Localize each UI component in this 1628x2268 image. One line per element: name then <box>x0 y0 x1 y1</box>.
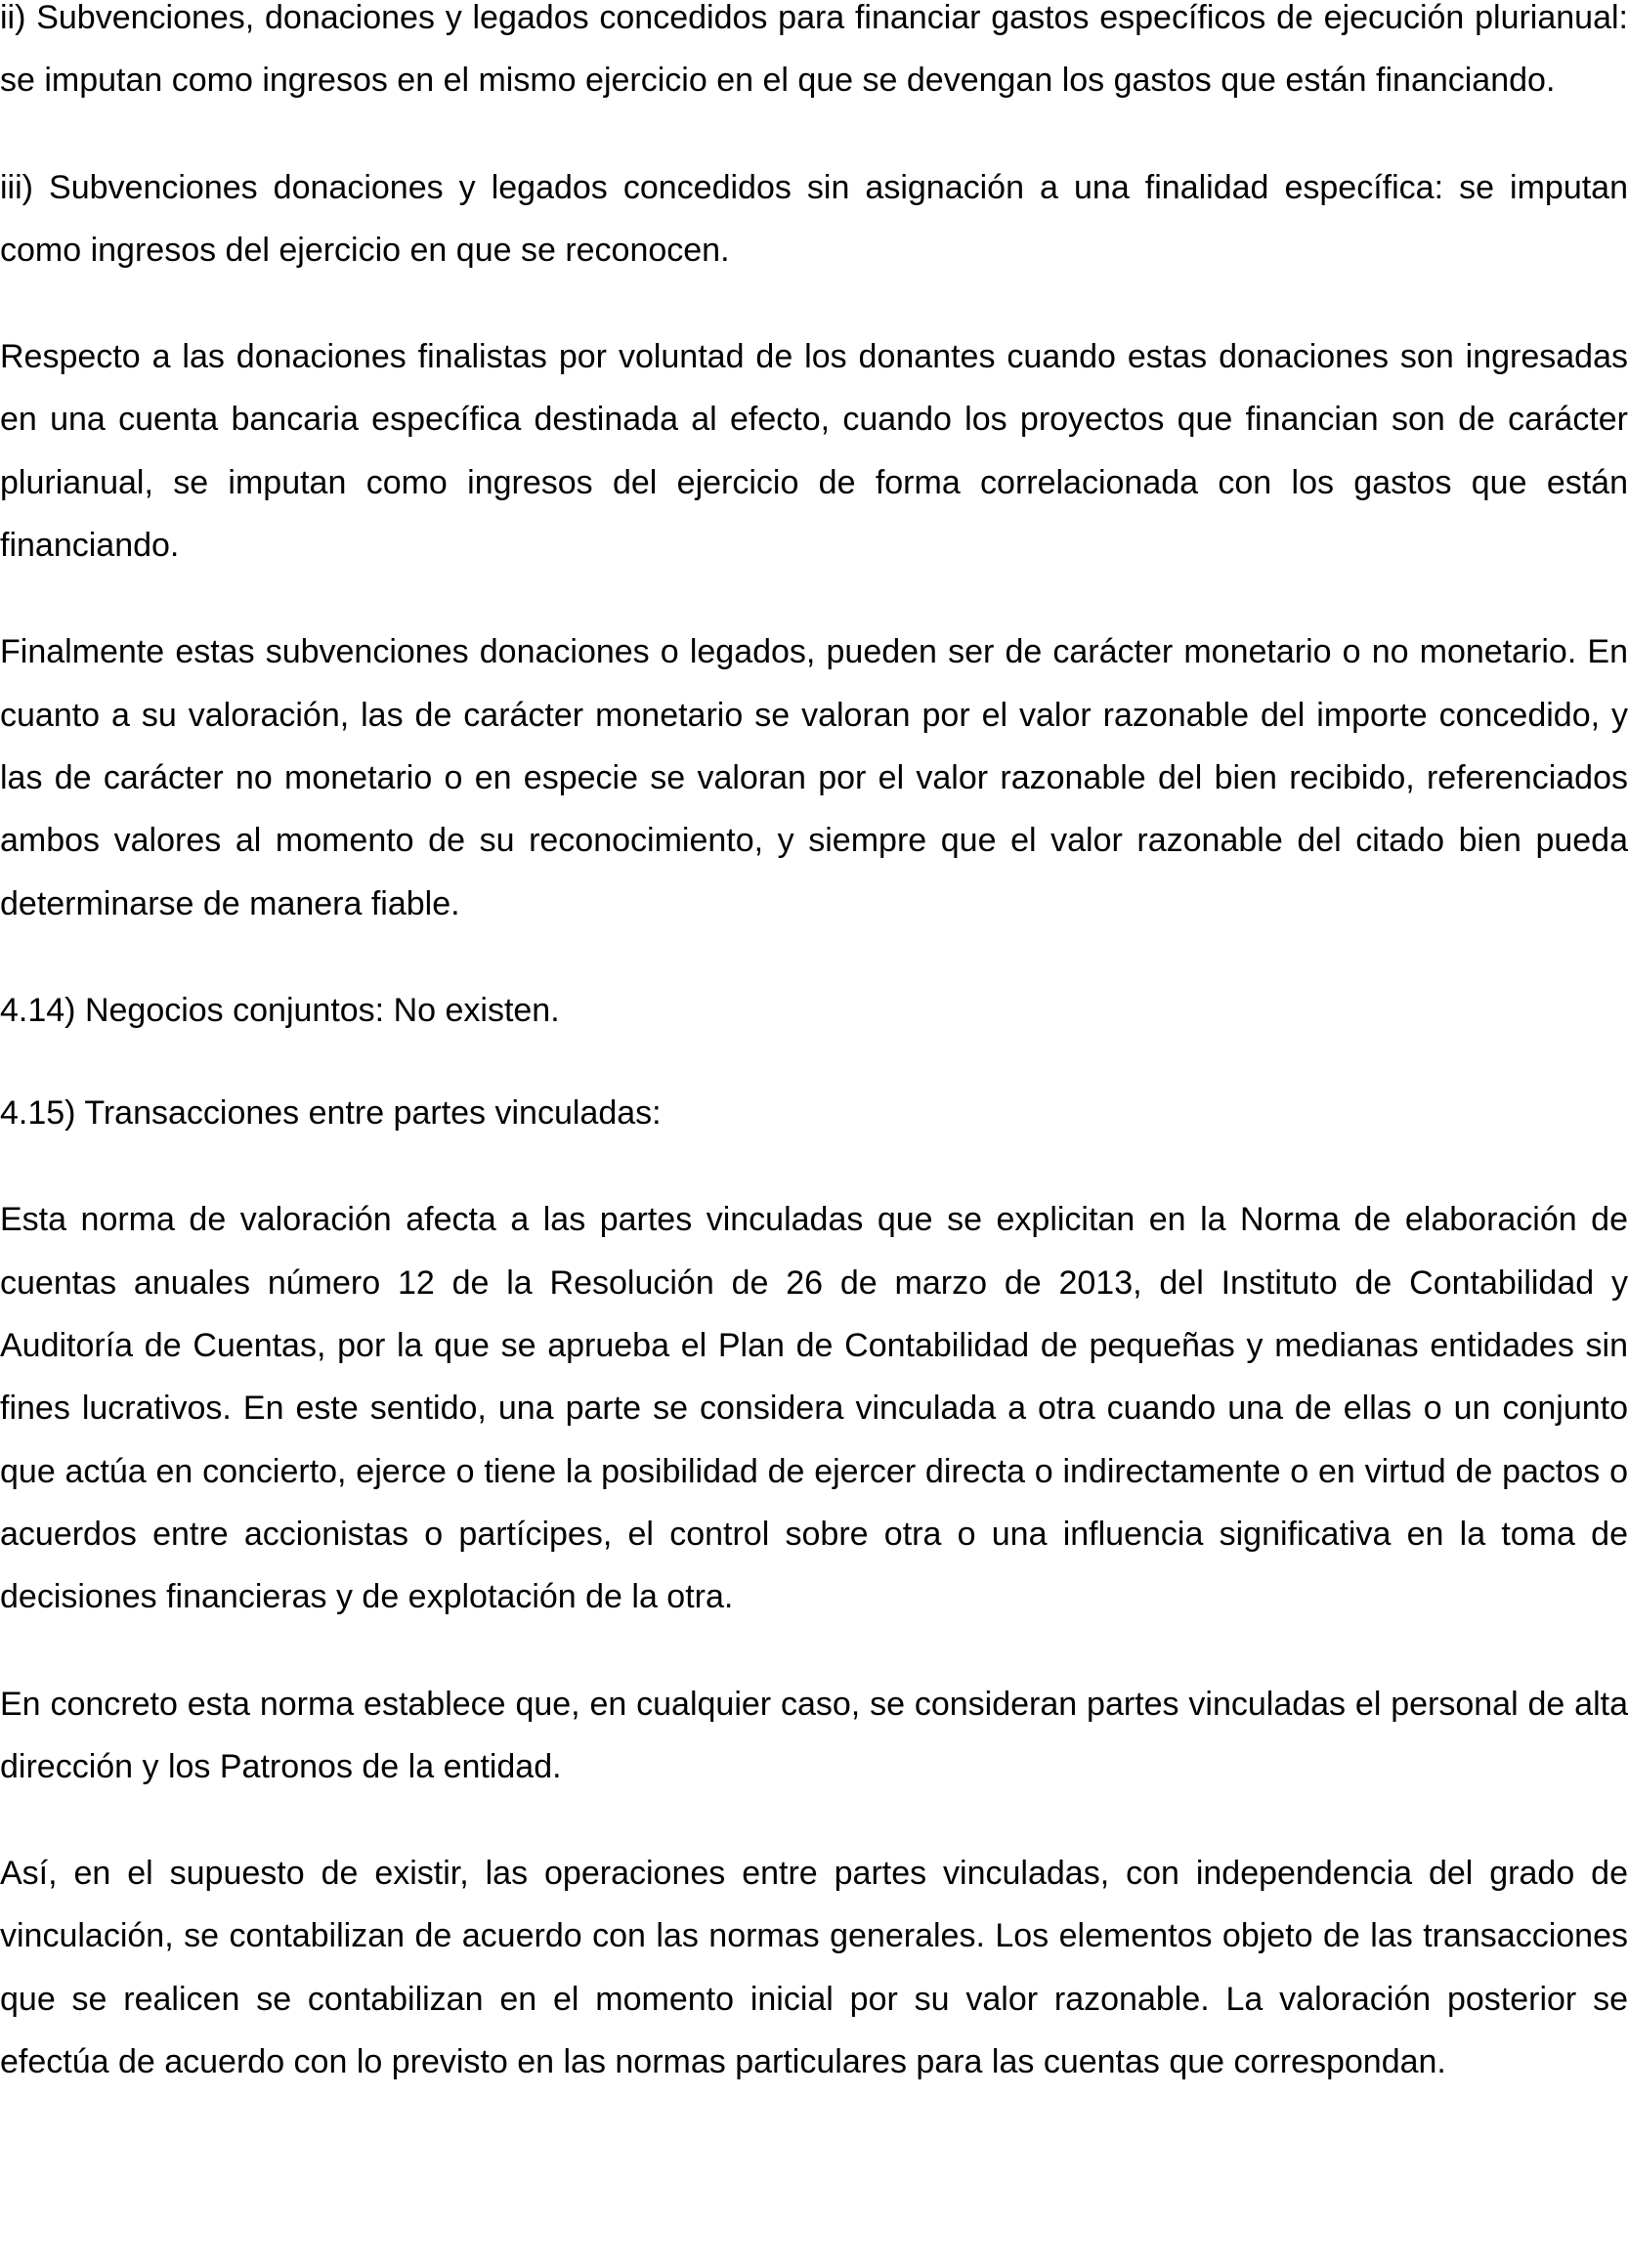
section-heading-partes-vinculadas: 4.15) Transacciones entre partes vinculadas: <box>0 1094 662 1133</box>
paragraph-norma-valoracion: Esta norma de valoración afecta a las partes vinculadas que se explicitan en la Norma de elaboración de cuentas anuales número 12 de la Resolución de 26 de marzo de 2013, del Instituto de Contabilidad y Auditoría de Cuentas, por la que se aprueba el Plan de Contabilidad de pequeñas y medianas entidades sin fines lucrativos. En este sentido, una parte se considera vinculada a otra cuando una de ellas o un conjunto que actúa en concierto, ejerce o tiene la posibilidad de ejercer directa o indirectamente o en virtud de pactos o acuerdos entre accionistas o partícipes, el control sobre otra o una influencia significativa en la toma de decisiones financieras y de explotación de la otra. <box>0 1201 1628 1616</box>
section-heading-negocios-conjuntos: 4.14) Negocios conjuntos: No existen. <box>0 991 560 1029</box>
paragraph-donaciones-finalistas: Respecto a las donaciones finalistas por voluntad de los donantes cuando estas donaciones son ingresadas en una cuenta bancaria específica destinada al efecto, cuando los proyectos que financian son de carácter plurianual, se imputan como ingresos del ejercicio de forma correlacionada con los gastos que están financiando. <box>0 338 1628 565</box>
paragraph-subvenciones-sin-asignacion: iii) Subvenciones donaciones y legados concedidos sin asignación a una finalidad específica: se imputan como ingresos del ejercicio en que se reconocen. <box>0 168 1628 269</box>
paragraph-caracter-monetario: Finalmente estas subvenciones donaciones o legados, pueden ser de carácter monetario o no monetario. En cuanto a su valoración, las de carácter monetario se valoran por el valor razonable del importe concedido, y las de carácter no monetario o en especie se valoran por el valor razonable del bien recibido, referenciados ambos valores al momento de su reconocimiento, y siempre que el valor razonable del citado bien pueda determinarse de manera fiable. <box>0 633 1628 922</box>
paragraph-subvenciones-plurianual: ii) Subvenciones, donaciones y legados concedidos para financiar gastos específicos de ejecución plurianual: se imputan como ingresos en el mismo ejercicio en el que se devengan los gastos que están financiando. <box>0 0 1628 100</box>
paragraph-operaciones-vinculadas: Así, en el supuesto de existir, las operaciones entre partes vinculadas, con independencia del grado de vinculación, se contabilizan de acuerdo con las normas generales. Los elementos objeto de las transacciones que se realicen se contabilizan en el momento inicial por su valor razonable. La valoración posterior se efectúa de acuerdo con lo previsto en las normas particulares para las cuentas que correspondan. <box>0 1855 1628 2081</box>
paragraph-en-concreto: En concreto esta norma establece que, en cualquier caso, se consideran partes vinculadas el personal de alta dirección y los Patronos de la entidad. <box>0 1685 1628 1785</box>
